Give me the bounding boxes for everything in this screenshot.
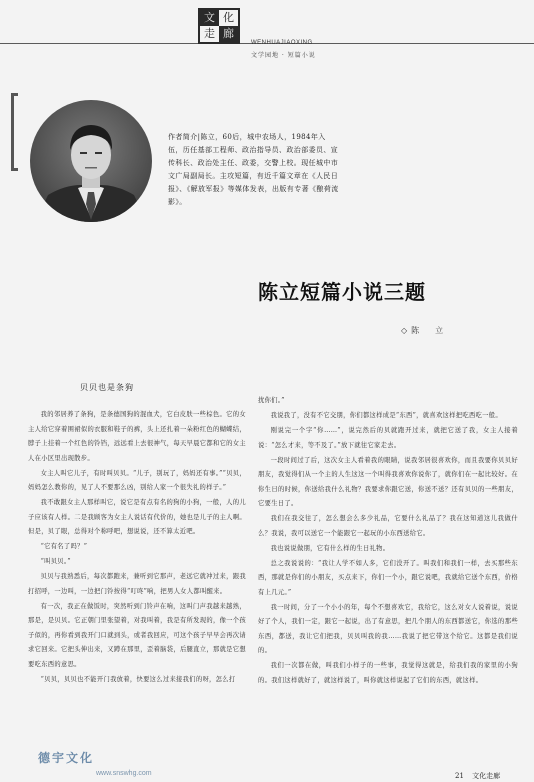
story-title: 贝贝也是条狗 — [80, 383, 134, 392]
paragraph: 我不敢跟女主人那样叫它，说它是有点有名的狗的小狗，一般，人的儿子应该有人样。二是我顾客为女主人说话有代价的，她也是儿子的主人啊。但是，贝了眼，总得对个称呼吧，想说说，还不算太近吧。 — [28, 499, 246, 535]
magazine-brand: WENHUAJIAOXING — [251, 40, 313, 46]
paragraph: 总之我说说的：“我让人学不如人多，它们没开了。叫我们和我们一样，去买那些东西，那就是你们的小朋友，买点来下，你们一个小，跟它说吧，我就给它送个东西，价格有上几元。” — [258, 559, 518, 596]
page-number — [455, 771, 500, 781]
text-column-right — [258, 394, 518, 689]
logo-char: 文 — [204, 11, 215, 24]
decorative-bracket — [11, 93, 18, 171]
magazine-logo — [198, 8, 240, 44]
paragraph: 我的邻居养了条狗，是条德国狗的混血犬，它白皮肤一些棕色。它的女主人给它穿着围裙似的衣服和鞋子的裤，头上还扎着一朵粉红色的蝴蝶结，脖子上挂着一个红色的铃铛，远远看上去很神气，每天早晨它都和它的女主人在小区里出现散步。 — [28, 411, 246, 462]
logo-char: 走 — [200, 26, 219, 42]
section-subtitle: 文学园地 · 短篇小说 — [251, 52, 316, 59]
paragraph: 刚说完一个字“你……”，说完然后的贝就跑开过来，就把它送了我，女主人接着说：“怎么才来，等不及了。”放下就往它家走去。 — [258, 427, 518, 449]
paragraph: 我也说说做朋，它有什么样的生日礼物。 — [270, 544, 390, 552]
paragraph: 有一次，我正在做饭时，突然听到门铃声在响，这叫门声我越来越熟，那是，是贝贝。它正朝门里张望着，对我叫着，我是有所发现的，像一个孩子似的，再你看到我开门口就到头，或者我回应，可这个孩子早早会再次请求它回来。它把头伸出来，又蹲在那里，歪着脑袋，后腿直立，那就是它想要吃东西的意思。 — [28, 602, 246, 668]
author-photo — [30, 100, 152, 222]
paragraph: 我们一次都在做，叫我们小样子的一些事，我觉得这就是，给我们我的家里的小狗的。我们这样就好了，就这样说了，叫你就这样说起了它们的东西，就这样。 — [258, 662, 518, 684]
watermark-site-url: www.snswhg.com — [96, 770, 152, 777]
page-number-value: 21 — [455, 772, 464, 780]
magazine-footer-name: 文化走廊 — [472, 772, 501, 780]
article-title: 陈立短篇小说三题 — [258, 280, 426, 304]
paragraph: 女主人叫它儿子，有时叫贝贝。“儿子，别玩了，妈妈还有事。”“贝贝，妈妈怎么教你的，见了人不要那么凶，别给人家一个很失礼的样子。” — [28, 469, 246, 491]
paragraph: 扰你们。” — [258, 397, 285, 404]
paragraph: “叫贝贝。” — [40, 558, 71, 565]
logo-char: 廊 — [223, 27, 234, 40]
paragraph: 我一时间，分了一个小小的年，每个不想喜欢它，我给它，这么对女人说着说，说说好了个人，我们一定，跟它一起说，出了有意思，把几个朋人的东西都送它，你选的那些东西，都送，我让它们把我，贝贝叫我的我……我说了把它带这个给它。这都是我们说的。 — [258, 603, 518, 654]
article-byline: ◇陈 立 — [401, 326, 448, 335]
paragraph: 贝贝与我熟悉后，每次都跑来，兼听到它那声，老远它就冲过来，跟我打招呼，一边叫，一边把门铃按得“叮咚”响，把男人女人都叫醒来。 — [28, 573, 246, 595]
author-bio: 作者简介|陈立，60后，城中农场人，1984年入伍，历任基部工程师、政治指导员、政治部委员、宣传科长、政治处主任、政委，交警上校。现任城中市文广局副局长。主攻短篇，有近千篇文章在《人民日报》、《解放军报》等媒体发表，出版有专著《酿荷流影》。 — [168, 133, 339, 206]
text-column-left — [28, 408, 246, 688]
paragraph: “贝贝，贝贝也不能开门我放着，快要这么过来接我们的呀，怎么打 — [40, 675, 236, 683]
logo-char: 化 — [219, 10, 238, 26]
paragraph: 我说我了，没有不它交朋，你们都这样成是“东西”，就喜欢这样把吃西吃一般。 — [270, 412, 502, 419]
paragraph: 我们在我交往了，怎么想会么多少礼品，它要什么礼品了？我在这知道这儿我做什么？我说，我可以送它一个能跟它一起玩的小东西送给它。 — [258, 515, 518, 537]
paragraph: “它有名了吗？” — [40, 543, 88, 550]
paragraph: 一段时间过了后，这次女主人看着我的眼睛，说我邻居很喜欢你，而且我要你贝贝好朋友，我觉得们从一个主的人生这这一个叫得我喜欢你说你了，就你们在一起比较好。在你生日的时候，你送给我什么礼物？我要求你跟它送，你送不送？还有贝贝的一些朋友，它要生日了。 — [258, 456, 518, 507]
watermark-site-name: 德宇文化 — [38, 751, 95, 765]
